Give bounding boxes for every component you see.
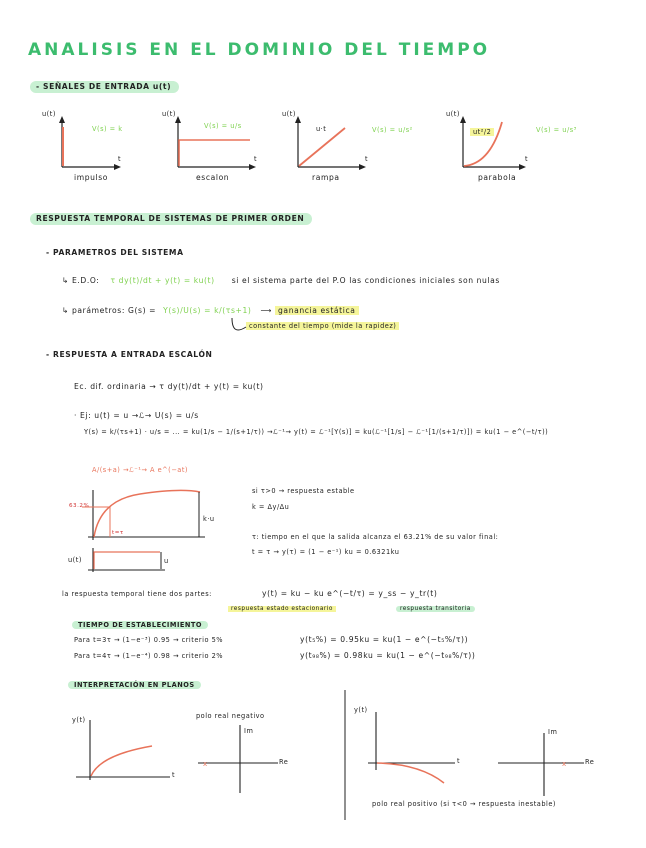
tau-point-label: t=τ xyxy=(112,530,124,536)
t-label: t xyxy=(118,155,122,163)
example-line-2: Y(s) = k/(τs+1) · u/s = ... = ku(1/s − 1/(s+1/τ)) →ℒ⁻¹→ y(t) = ℒ⁻¹[Y(s)] = ku(ℒ⁻¹[1/s] − ℒ⁻¹[1/(s+1/τ)]) = ku(1 − e^(−t/τ)) xyxy=(84,428,549,436)
planes-header: INTERPRETACIÓN EN PLANOS xyxy=(68,681,201,689)
t-label: t xyxy=(525,155,529,163)
tau-label: constante del tiempo (mide la rapidez) xyxy=(246,322,399,330)
ramp-name: rampa xyxy=(312,173,340,182)
plane-t-label-right: t xyxy=(457,757,461,765)
edo-line: ↳ E.D.O: τ dy(t)/dt + y(t) = ku(t) si el sistema parte del P.O las condiciones iniciales son nulas xyxy=(62,276,500,285)
parabola-name: parabola xyxy=(478,173,517,182)
two-parts-line: la respuesta temporal tiene dos partes: xyxy=(62,590,212,598)
re-label-left: Re xyxy=(279,758,289,766)
level-label: 63.2% xyxy=(69,503,90,509)
section-header-signals: - SEÑALES DE ENTRADA u(t) xyxy=(30,82,179,91)
impulse-eq: V(s) = k xyxy=(92,125,123,133)
plane-y-label-right: y(t) xyxy=(354,706,368,714)
step-response-header: - RESPUESTA A ENTRADA ESCALÓN xyxy=(46,350,213,359)
tau-eq: t = τ → y(τ) = (1 − e⁻¹) ku = 0.6321ku xyxy=(252,548,400,556)
step-eq: V(s) = u/s xyxy=(204,122,242,130)
axis-label-ut: u(t) xyxy=(446,110,460,118)
settle-row-1-right: y(t₅%) = 0.95ku = ku(1 − e^(−t₅%/τ)) xyxy=(300,635,469,644)
params-header: - PARAMETROS DEL SISTEMA xyxy=(46,248,184,257)
params-line: ↳ parámetros: G(s) = Y(s)/U(s) = k/(τs+1) ⟶ ganancia estática xyxy=(62,306,359,315)
im-label-left: Im xyxy=(244,727,254,735)
stable-line: si τ>0 → respuesta estable xyxy=(252,487,355,495)
k-def: k = Δy/Δu xyxy=(252,503,290,511)
axis-label-ut: u(t) xyxy=(42,110,56,118)
impulse-name: impulso xyxy=(74,173,109,182)
input-label: u(t) xyxy=(68,556,82,564)
example-line-1: · Ej: u(t) = u →ℒ→ U(s) = u/s xyxy=(74,411,199,420)
tr-label: respuesta transitoria xyxy=(396,606,475,612)
parabola-eq: V(s) = u/s³ xyxy=(536,126,577,134)
ramp-eq: V(s) = u/s² xyxy=(372,126,413,134)
page-title: ANALISIS EN EL DOMINIO DEL TIEMPO xyxy=(28,40,491,60)
plane-t-label-left: t xyxy=(172,771,176,779)
axis-label-ut: u(t) xyxy=(162,110,176,118)
svg-text:x: x xyxy=(562,760,567,768)
re-label-right: Re xyxy=(585,758,595,766)
plane-y-label-left: y(t) xyxy=(72,716,86,724)
svg-text:x: x xyxy=(203,760,208,768)
tau-def: τ: tiempo en el que la salida alcanza el 63.21% de su valor final: xyxy=(252,533,499,541)
u-label: u xyxy=(164,557,169,565)
section-header-first-order: RESPUESTA TEMPORAL DE SISTEMAS DE PRIMER ORDEN xyxy=(30,214,312,223)
settle-header: TIEMPO DE ESTABLECIMIENTO xyxy=(72,621,208,629)
settle-row-2-right: y(t₉₈%) = 0.98ku = ku(1 − e^(−t₉₈%/τ)) xyxy=(300,651,476,660)
settle-row-2-left: Para t=4τ → (1−e⁻⁴) 0.98 → criterio 2% xyxy=(74,652,224,660)
final-label: k·u xyxy=(203,515,215,523)
ode-line: Ec. dif. ordinaria → τ dy(t)/dt + y(t) = ku(t) xyxy=(74,382,264,391)
ramp-curve-label: u·t xyxy=(316,125,327,133)
t-label: t xyxy=(365,155,369,163)
parabola-curve-label: ut²/2 xyxy=(470,128,494,136)
neg-pole-label: polo real negativo xyxy=(196,712,265,720)
step-name: escalon xyxy=(196,173,230,182)
t-label: t xyxy=(254,155,258,163)
two-parts-eq: y(t) = ku − ku e^(−t/τ) = y_ss − y_tr(t) xyxy=(262,589,438,598)
axis-label-ut: u(t) xyxy=(282,110,296,118)
im-label-right: Im xyxy=(548,728,558,736)
pos-pole-label: polo real positivo (si τ<0 → respuesta inestable) xyxy=(372,800,556,808)
settle-row-1-left: Para t=3τ → (1−e⁻³) 0.95 → criterio 5% xyxy=(74,636,224,644)
laplace-pair: A/(s+a) →ℒ⁻¹→ A e^(−at) xyxy=(92,466,188,474)
ss-label: respuesta estado estacionario xyxy=(228,606,336,612)
